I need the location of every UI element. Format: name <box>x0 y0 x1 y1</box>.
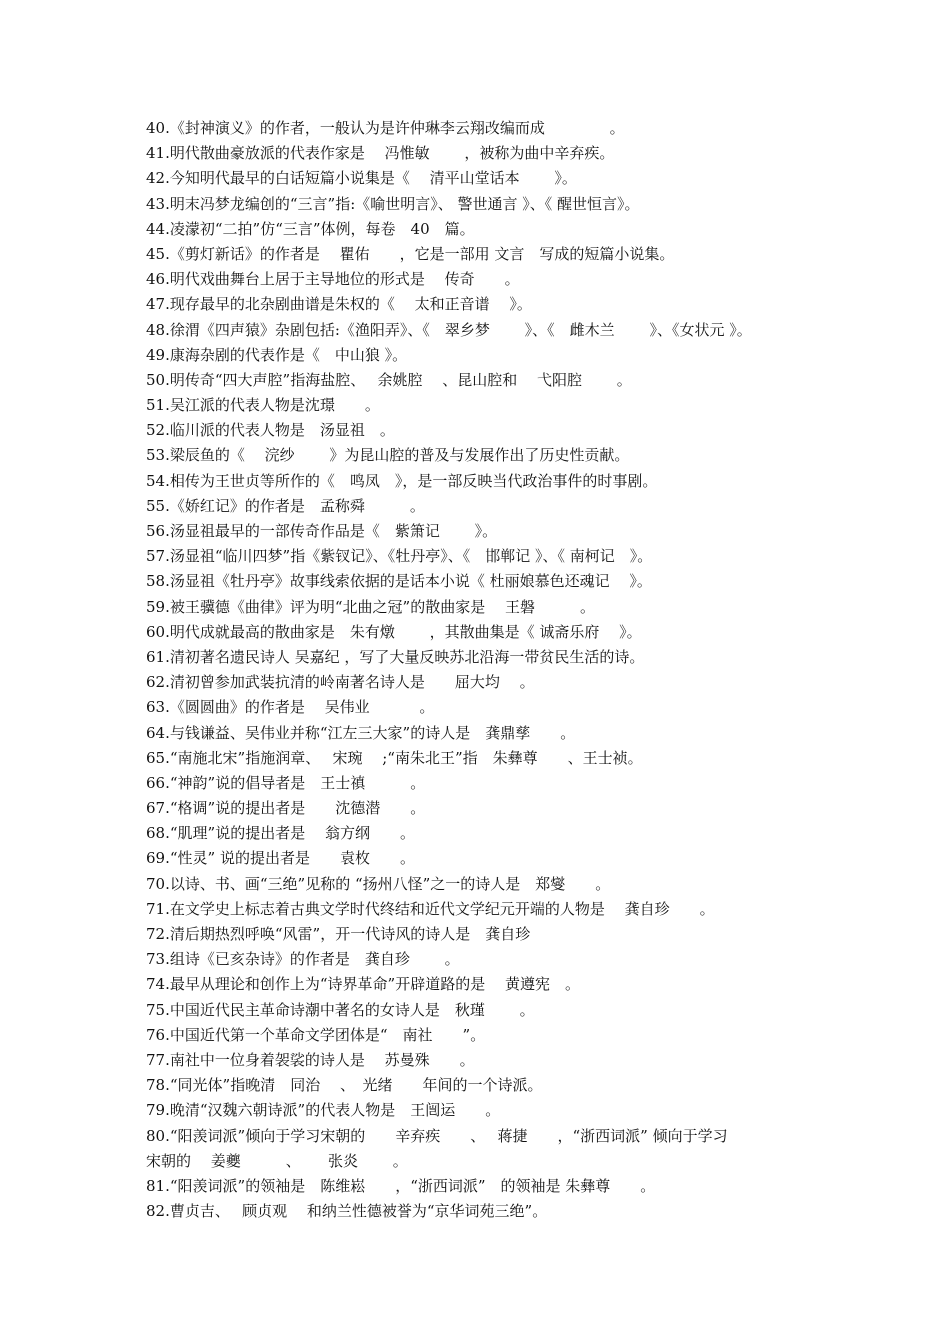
text-line: 72.清后期热烈呼唤“风雷”，开一代诗风的诗人是 龚自珍 <box>146 925 531 943</box>
text-line: 70.以诗、书、画“三绝”见称的 “扬州八怪”之一的诗人是 郑燮 。 <box>146 874 611 893</box>
text-line: 47.现存最早的北杂剧曲谱是朱权的《 太和正音谱 》。 <box>146 295 532 314</box>
text-line: 65.“南施北宋”指施润章、 宋琬 ;“南朱北王”指 朱彝尊 、王士祯。 <box>146 748 643 767</box>
text-line: 67.“格调”说的提出者是 沈德潜 。 <box>146 799 426 818</box>
text-line: 69.“性灵” 说的提出者是 袁枚 。 <box>146 849 415 868</box>
text-line: 75.中国近代民主革命诗潮中著名的女诗人是 秋瑾 。 <box>146 1000 535 1019</box>
text-line: 46.明代戏曲舞台上居于主导地位的形式是 传奇 。 <box>146 270 520 289</box>
text-line: 66.“神韵”说的倡导者是 王士禛 。 <box>146 773 426 792</box>
text-line: 82.曹贞吉、 顾贞观 和纳兰性德被誉为“京华词苑三绝”。 <box>146 1202 548 1221</box>
text-line: 61.清初著名遗民诗人 吴嘉纪 ，写了大量反映苏北沿海一带贫民生活的诗。 <box>146 647 645 666</box>
text-line: 68.“肌理”说的提出者是 翁方纲 。 <box>146 824 415 843</box>
text-line: 42.今知明代最早的白话短篇小说集是《 清平山堂话本 》。 <box>146 169 577 188</box>
text-line: 43.明末冯梦龙编创的“三言”指:《喻世明言》、 警世通言 》、《 醒世恒言》。 <box>146 194 640 213</box>
text-line: 49.康海杂剧的代表作是《 中山狼 》。 <box>146 345 408 364</box>
text-line: 57.汤显祖“临川四梦”指《紫钗记》、《牡丹亭》、《 邯郸记 》、《 南柯记 》。 <box>146 547 653 566</box>
text-line: 62.清初曾参加武装抗清的岭南著名诗人是 屈大均 。 <box>146 673 535 692</box>
text-line: 81.“阳羡词派”的领袖是 陈维崧 ，“浙西词派” 的领袖是 朱彝尊 。 <box>146 1176 656 1195</box>
text-line: 78.“同光体”指晚清 同治 、 光绪 年间的一个诗派。 <box>146 1076 543 1095</box>
text-line: 54.相传为王世贞等所作的《 鸣凤 》，是一部反映当代政治事件的时事剧。 <box>146 471 658 490</box>
text-line: 41.明代散曲豪放派的代表作家是 冯惟敏 ，被称为曲中辛弃疾。 <box>146 144 615 163</box>
text-line: 59.被王骥德《曲律》评为明“北曲之冠”的散曲家是 王磐 。 <box>146 597 595 616</box>
text-line: 76.中国近代第一个革命文学团体是“ 南社 ”。 <box>146 1025 486 1044</box>
text-line: 52.临川派的代表人物是 汤显祖 。 <box>146 421 395 440</box>
text-line: 63.《圆圆曲》的作者是 吴伟业 。 <box>146 698 435 717</box>
text-line: 55.《娇红记》的作者是 孟称舜 。 <box>146 496 425 515</box>
text-line: 60.明代成就最高的散曲家是 朱有燉 ，其散曲集是《 诚斋乐府 》。 <box>146 622 642 641</box>
text-line: 50.明传奇“四大声腔”指海盐腔、 余姚腔 、昆山腔和 弋阳腔 。 <box>146 370 632 389</box>
text-line: 77.南社中一位身着袈裟的诗人是 苏曼殊 。 <box>146 1050 475 1069</box>
text-line: 80.“阳羡词派”倾向于学习宋朝的 辛弃疾 、 蒋捷 ，“浙西词派” 倾向于学习 <box>146 1126 728 1145</box>
text-line: 58.汤显祖《牡丹亭》故事线索依据的是话本小说《 杜丽娘慕色还魂记 》。 <box>146 572 652 591</box>
text-line: 71.在文学史上标志着古典文学时代终结和近代文学纪元开端的人物是 龚自珍 。 <box>146 899 715 918</box>
text-line: 56.汤显祖最早的一部传奇作品是《 紫箫记 》。 <box>146 522 498 540</box>
text-line: 53.梁辰鱼的《 浣纱 》为昆山腔的普及与发展作出了历史性贡献。 <box>146 446 630 465</box>
text-line: 44.凌濛初“二拍”仿“三言”体例，每卷 40 篇。 <box>146 219 475 238</box>
text-line: 40.《封神演义》的作者，一般认为是许仲琳李云翔改编而成 。 <box>146 119 625 137</box>
text-line: 74.最早从理论和创作上为“诗界革命”开辟道路的是 黄遵宪 。 <box>146 975 580 994</box>
text-line: 73.组诗《已亥杂诗》的作者是 龚自珍 。 <box>146 950 460 969</box>
text-line: 79.晚清“汉魏六朝诗派”的代表人物是 王闿运 。 <box>146 1101 501 1120</box>
text-line: 宋朝的 姜夔 、 张炎 。 <box>146 1151 408 1170</box>
document-page <box>146 116 826 1224</box>
text-line: 45.《剪灯新话》的作者是 瞿佑 ，它是一部用 文言 写成的短篇小说集。 <box>146 244 675 263</box>
text-line: 51.吴江派的代表人物是沈璟 。 <box>146 396 380 415</box>
text-line: 48.徐渭《四声猿》杂剧包括:《渔阳弄》、《 翠乡梦 》、《 雌木兰 》、《女状元 》。 <box>146 320 752 339</box>
text-line: 64.与钱谦益、吴伟业并称“江左三大家”的诗人是 龚鼎孳 。 <box>146 723 576 742</box>
